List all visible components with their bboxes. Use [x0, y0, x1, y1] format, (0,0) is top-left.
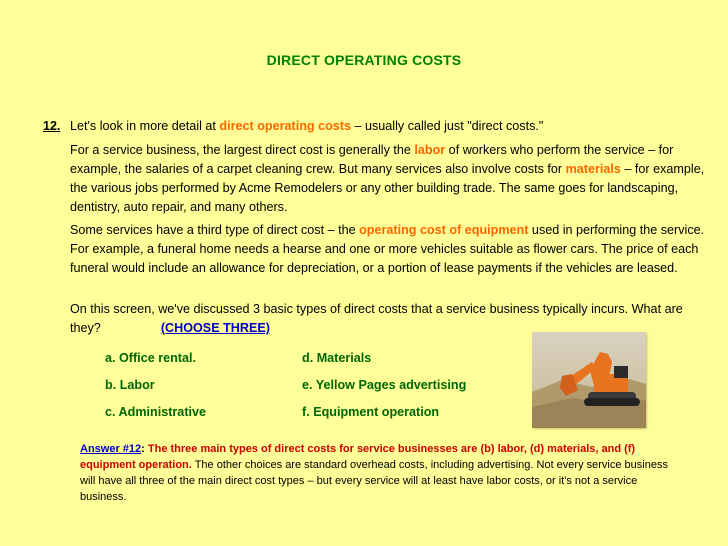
choose-three-label: (CHOOSE THREE) — [160, 321, 270, 335]
page-title: DIRECT OPERATING COSTS — [266, 52, 462, 68]
para2-text-mid: of workers who perform the service – for example, the salaries of a carpet cleaning crew. But many services also involve costs for — [70, 143, 674, 176]
answer-main: The three main types of direct costs for service businesses are (b) labor, (d) materials, and (f) equipment operation. — [80, 443, 636, 471]
option-f[interactable]: f. Equipment operation — [302, 405, 440, 419]
para3-text: Some services have a third type of direct cost – the — [70, 223, 360, 237]
answer-label: Answer #12 — [80, 443, 142, 455]
paragraph-equipment — [70, 221, 710, 278]
answer-box — [80, 441, 680, 505]
para2-text-end: – for example, the various jobs performed by Acme Remodelers or any other building trade. The same goes for landscaping, dentistry, auto repair, and many others. — [70, 162, 705, 214]
para1-text: Let's look in more detail at — [70, 119, 220, 133]
paragraph-intro — [70, 117, 710, 136]
answer-explanation: The other choices are standard overhead costs, including advertising. Not every service business will have all three of the main direct cost types – but every service will at least have labor costs, or it's not a service business. — [80, 459, 668, 503]
highlight-labor: labor — [414, 143, 446, 157]
para2-text: For a service business, the largest direct cost is generally the — [70, 143, 415, 157]
paragraph-labor-materials — [70, 141, 710, 217]
excavator-photo — [532, 332, 646, 428]
option-b[interactable]: b. Labor — [105, 378, 155, 392]
para3-text-end: used in performing the service. For example, a funeral home needs a hearse and one or more vehicles suitable as flower cars. The price of each funeral would include an allowance for depreciation, or a portion of lease payments if the vehicles are leased. — [70, 223, 705, 275]
question-text: On this screen, we've discussed 3 basic types of direct costs that a service business typically incurs. What are they? — [70, 302, 683, 335]
question-number: 12. — [43, 119, 61, 133]
option-d[interactable]: d. Materials — [302, 351, 372, 365]
option-a[interactable]: a. Office rental. — [105, 351, 196, 365]
para1-text-end: – usually called just "direct costs." — [351, 119, 544, 133]
highlight-materials: materials — [565, 162, 621, 176]
answer-colon: : — [141, 443, 148, 455]
option-e[interactable]: e. Yellow Pages advertising — [302, 378, 467, 392]
highlight-operating-cost-of-equipment: operating cost of equipment — [359, 223, 529, 237]
option-c[interactable]: c. Administrative — [105, 405, 207, 419]
highlight-direct-operating-costs: direct operating costs — [219, 119, 351, 133]
